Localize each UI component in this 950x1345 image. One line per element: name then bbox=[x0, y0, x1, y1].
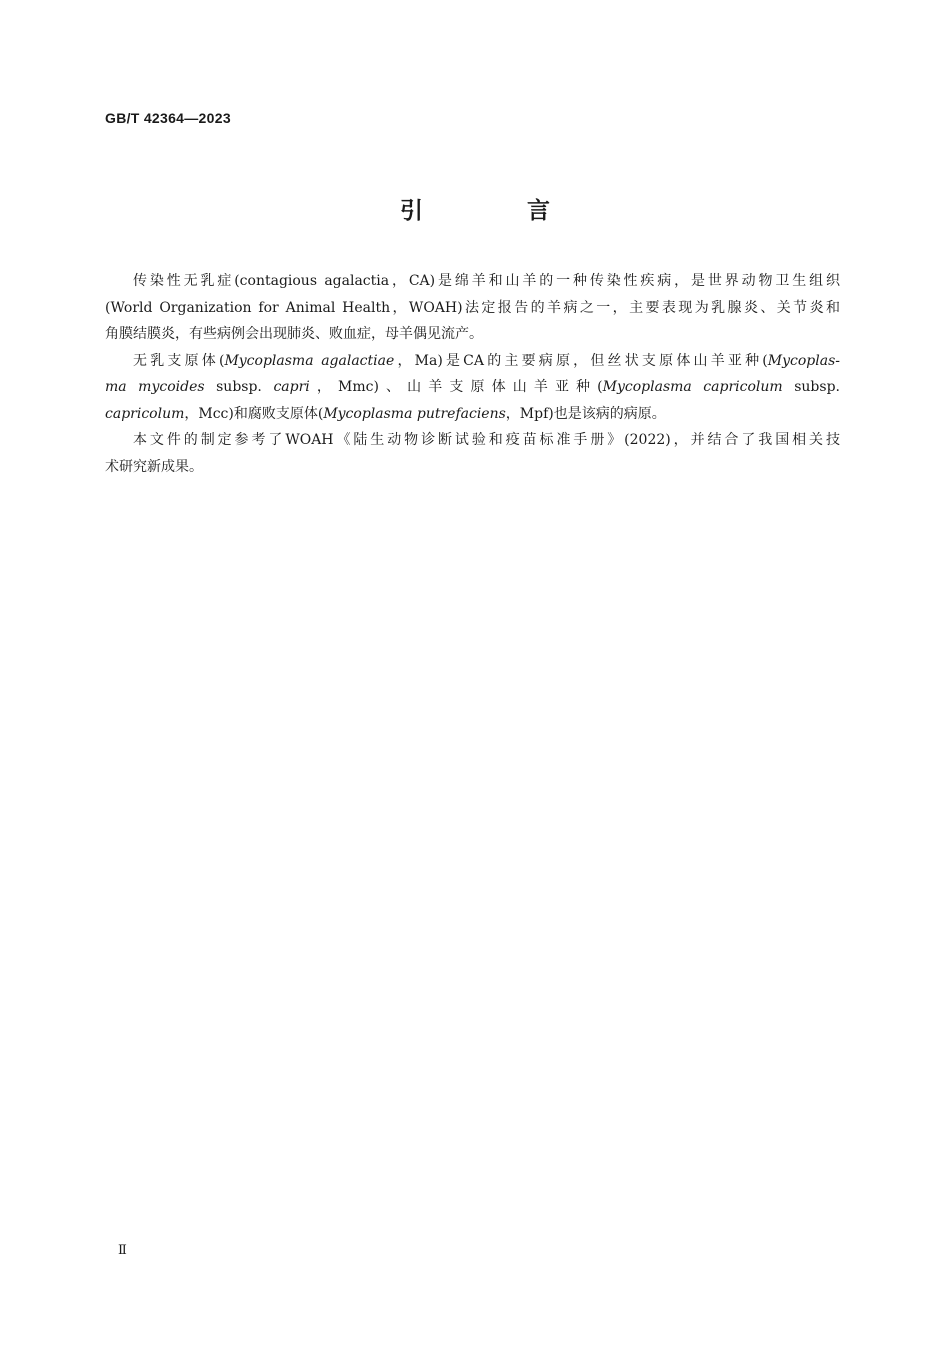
paragraph-3 bbox=[105, 427, 840, 480]
text-run: subsp. bbox=[204, 379, 274, 395]
paragraph-2 bbox=[105, 348, 840, 428]
paragraph-line: 术研究新成果。 bbox=[105, 458, 203, 475]
text-run: ，Mcc)和腐败支原体( bbox=[184, 405, 324, 422]
paragraph-line: 角膜结膜炎，有些病例会出现肺炎、败血症，母羊偶见流产。 bbox=[105, 326, 483, 342]
text-run: subsp. bbox=[782, 379, 840, 395]
paragraph-line: 传染性无乳症(contagious agalactia，CA)是绵羊和山羊的一种传染性疾病，是世界动物卫生组织 bbox=[133, 273, 840, 289]
species-name: Mycoplasma agalactiae bbox=[224, 352, 395, 369]
species-name: capri bbox=[273, 379, 310, 395]
species-name: Mycoplasma capricolum bbox=[602, 379, 783, 395]
paragraph-line bbox=[105, 348, 840, 375]
page-title: 引 言 bbox=[399, 198, 598, 224]
paragraph-line: 本文件的制定参考了WOAH《陆生动物诊断试验和疫苗标准手册》(2022)，并结合了我国相关技 bbox=[133, 432, 840, 448]
species-name: Mycoplasma putrefaciens bbox=[323, 405, 506, 422]
text-run: ，Ma)是CA的主要病原，但丝状支原体山羊亚种( bbox=[394, 352, 768, 369]
species-name: capricolum bbox=[105, 405, 185, 422]
text-run: 无乳支原体( bbox=[133, 352, 225, 369]
paragraph-line bbox=[105, 374, 840, 401]
species-name: ma mycoides bbox=[105, 379, 205, 395]
standard-code: GB/T 42364—2023 bbox=[105, 110, 231, 126]
paragraph-line bbox=[105, 401, 840, 428]
paragraph-line: (World Organization for Animal Health，WOAH)法定报告的羊病之一，主要表现为乳腺炎、关节炎和 bbox=[105, 299, 840, 316]
text-run: ，Mpf)也是该病的病原。 bbox=[505, 405, 666, 422]
page-number: Ⅱ bbox=[118, 1243, 127, 1258]
species-name: Mycoplas- bbox=[767, 352, 840, 369]
document-body bbox=[105, 268, 840, 480]
paragraph-1 bbox=[105, 268, 840, 348]
text-run: ，Mmc)、山羊支原体山羊亚种( bbox=[309, 379, 603, 395]
